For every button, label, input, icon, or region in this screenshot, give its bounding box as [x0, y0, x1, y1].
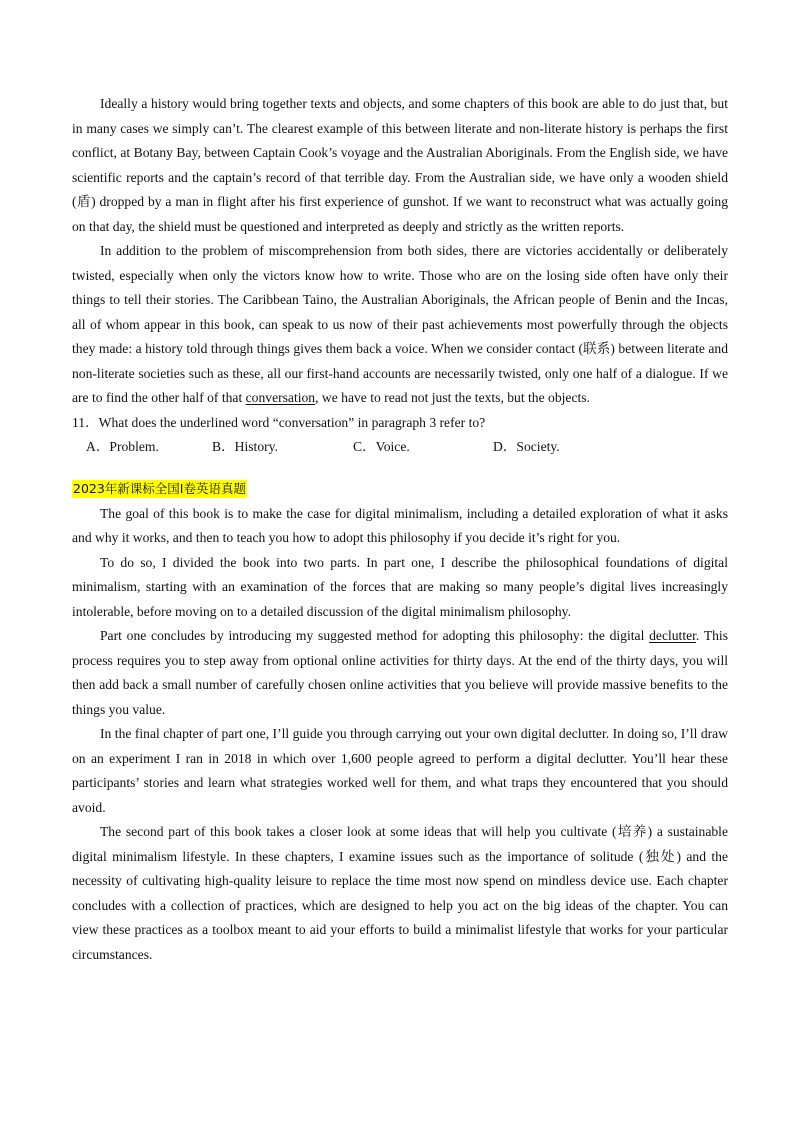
section-label: 2023年新课标全国I卷英语真题 [73, 480, 246, 496]
paragraph: The second part of this book takes a closer look at some ideas that will help you cultivate (培养) a sustainable digital minimalism lifestyle. In these chapters, I examine issues such as the importance of solitude (独处) and the necessity of cultivating high-quality leisure to replace the time most now spend on mindless device use. Each chapter concludes with a collection of practices, which are designed to help you act on the big ideas of the chapter. You can view these practices as a toolbox meant to aid your efforts to build a minimalist lifestyle that works for your particular circumstances. [72, 824, 728, 962]
option-b: B．History. [212, 439, 278, 454]
underlined-word: conversation [245, 390, 316, 405]
paragraph: The goal of this book is to make the case for digital minimalism, including a detailed exploration of what it asks and why it works, and then to teach you how to adopt this philosophy if you decide it’s right for you. [72, 505, 728, 545]
paragraph-text: In addition to the problem of miscomprehension from both sides, there are victories accidentally or deliberately twisted, especially when only the victors know how to write. Those who are on the losing side often have only their things to tell their stories. The Caribbean Taino, the Australian Aboriginals, the African people of Benin and the Incas, all of whom appear in this book, can speak to us now of their past achievements most powerfully through the objects they made: a history told through things gives them back a voice. When we consider contact (联系) between literate and non-literate societies such as these, all our first-hand accounts are necessarily twisted, only one half of a dialogue. If we are to find the other half of that [72, 243, 728, 405]
question-stem: 11．What does the underlined word “conversation” in paragraph 3 refer to? [72, 414, 486, 430]
paragraph: In the final chapter of part one, I’ll guide you through carrying out your own digital declutter. In doing so, I’ll draw on an experiment I ran in 2018 in which over 1,600 people agreed to perform a digital declutter. You’ll hear these participants’ stories and learn what strategies worked well for them, and what traps they encountered that you should avoid. [72, 726, 728, 815]
paragraph: Ideally a history would bring together texts and objects, and some chapters of this book are able to do just that, but in many cases we simply can’t. The clearest example of this between literate and non-literate history is perhaps the first conflict, at Botany Bay, between Captain Cook’s voyage and the Australian Aboriginals. From the English side, we have scientific reports and the captain’s record of that terrible day. From the Australian side, we have only a wooden shield (盾) dropped by a man in flight after his first experience of gunshot. If we want to reconstruct what was actually going on that day, the shield must be questioned and interpreted as deeply and strictly as the written reports. [72, 96, 728, 234]
underlined-word: declutter [649, 628, 696, 643]
paragraph-text: , we have to read not just the texts, but the objects. [315, 390, 590, 405]
document-page [72, 92, 728, 967]
paragraph [72, 239, 728, 411]
paragraph-text: Part one concludes by introducing my suggested method for adopting this philosophy: the digital [100, 628, 650, 643]
paragraph-text: . This process requires you to step away from optional online activities for thirty days. At the end of the thirty days, you will then add back a small number of carefully chosen online activities that you believe will provide massive benefits to the things you value. [72, 628, 728, 717]
option-a: A．Problem. [86, 439, 159, 454]
option-c: C．Voice. [353, 439, 410, 454]
paragraph: To do so, I divided the book into two parts. In part one, I describe the philosophical foundations of digital minimalism, starting with an examination of the forces that are making so many people’s digital lives increasingly intolerable, before moving on to a detailed discussion of the digital minimalism philosophy. [72, 554, 728, 619]
paragraph [72, 624, 728, 722]
answer-options [72, 435, 728, 460]
option-d: D．Society. [493, 439, 560, 454]
